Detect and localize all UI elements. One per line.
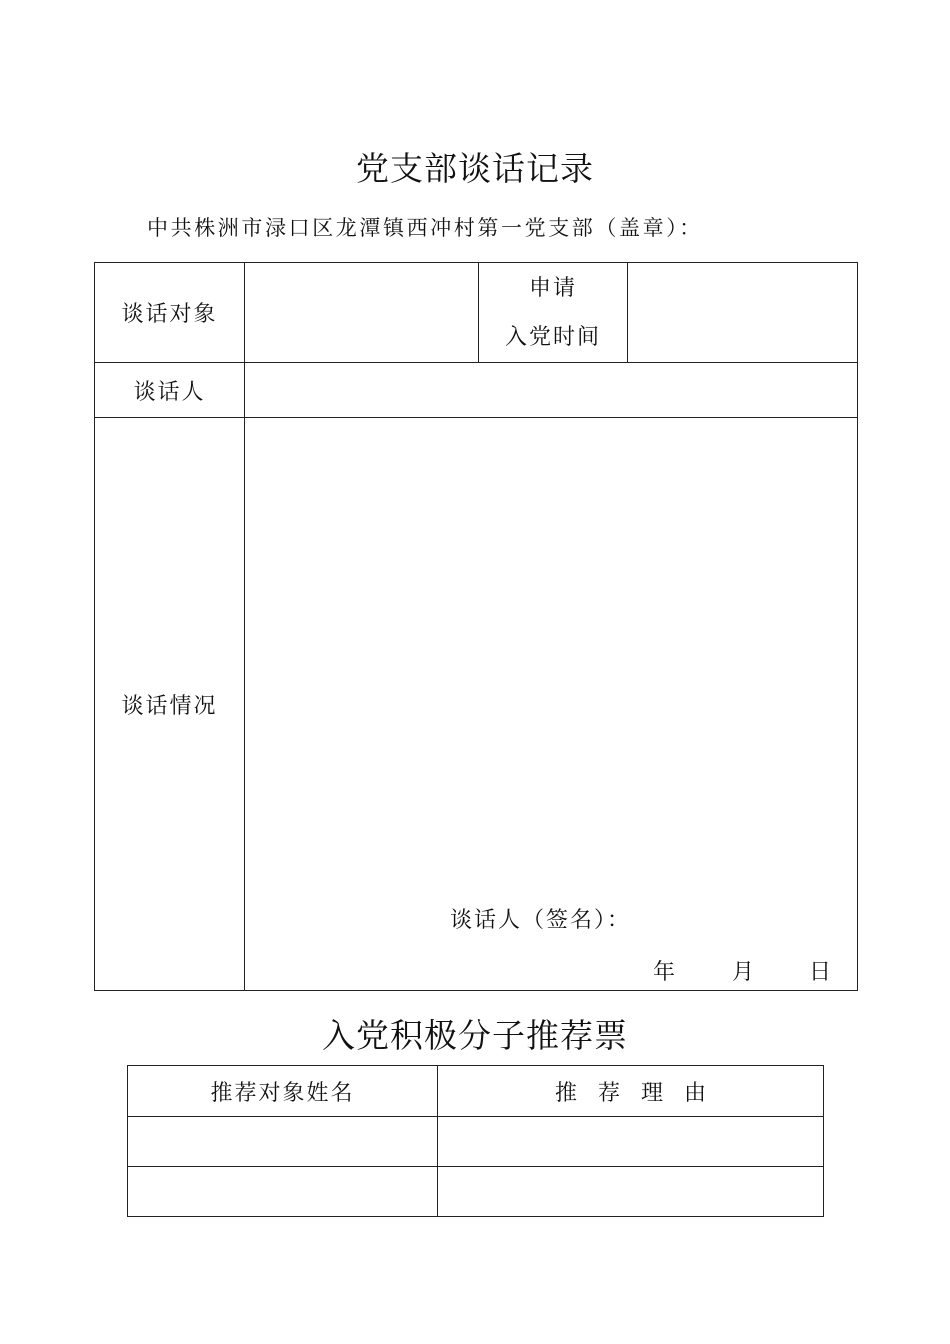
date-month-label: 月 [732, 960, 755, 985]
interviewer-value-cell[interactable] [245, 363, 858, 418]
interview-record-table [94, 262, 858, 991]
subject-label: 谈话对象 [95, 263, 245, 363]
situation-label: 谈话情况 [95, 418, 245, 991]
apply-time-value-cell[interactable] [628, 263, 858, 363]
signature-label: 谈话人（签名）： [450, 908, 632, 933]
recommendation-header-row [128, 1066, 824, 1117]
candidate-name-cell[interactable] [128, 1117, 438, 1167]
date-year-label: 年 [653, 960, 676, 985]
apply-time-label-line2: 入党时间 [504, 324, 601, 350]
apply-time-label [479, 263, 628, 363]
situation-row [95, 418, 858, 991]
column-header-reason: 推荐理由 [438, 1066, 824, 1117]
apply-time-label-line1: 申请 [528, 275, 577, 301]
organization-line: 中共株洲市渌口区龙潭镇西冲村第一党支部（盖章）： [147, 216, 703, 240]
interviewer-row [95, 363, 858, 418]
recommend-reason-cell[interactable] [438, 1117, 824, 1167]
recommend-reason-cell[interactable] [438, 1167, 824, 1217]
column-header-name: 推荐对象姓名 [128, 1066, 438, 1117]
subject-value-cell[interactable] [245, 263, 479, 363]
recommendation-title: 入党积极分子推荐票 [322, 1016, 628, 1055]
table-row [128, 1117, 824, 1167]
record-title: 党支部谈话记录 [356, 149, 594, 188]
interviewer-label: 谈话人 [95, 363, 245, 418]
recommendation-table [127, 1065, 824, 1217]
subject-row [95, 263, 858, 363]
situation-value-cell[interactable] [245, 418, 858, 991]
table-row [128, 1167, 824, 1217]
date-day-label: 日 [809, 960, 832, 985]
candidate-name-cell[interactable] [128, 1167, 438, 1217]
